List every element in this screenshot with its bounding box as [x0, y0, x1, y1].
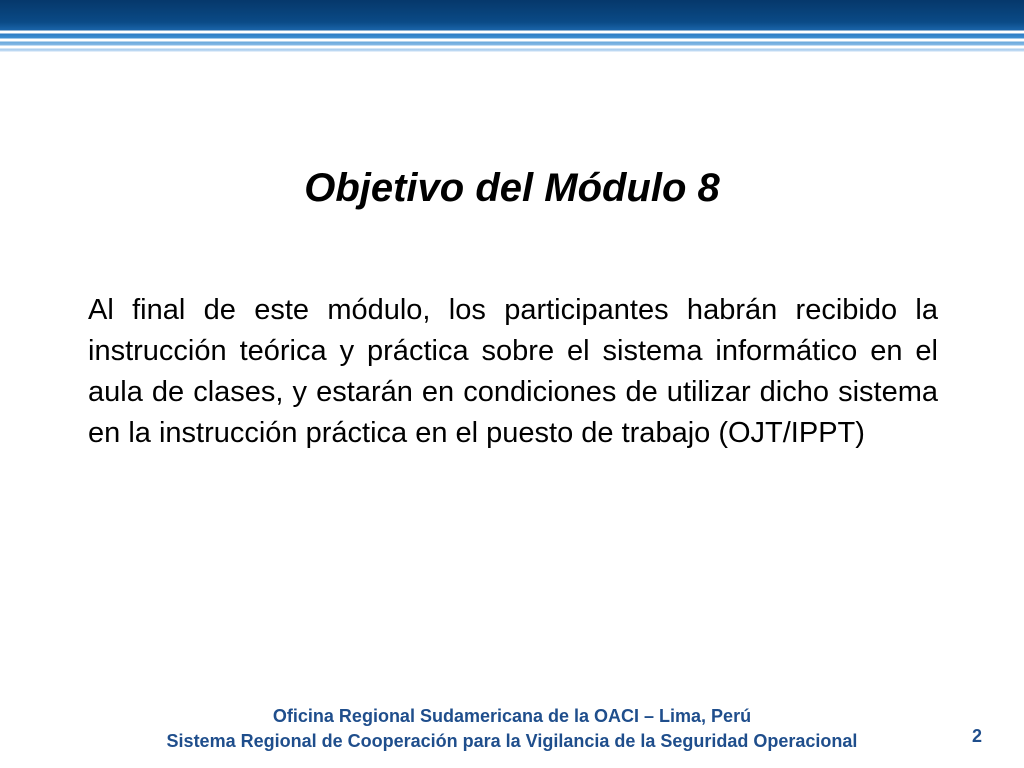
footer-program: Sistema Regional de Cooperación para la Vigilancia de la Seguridad Operacional [166, 731, 858, 751]
header-band [0, 0, 1024, 56]
footer [0, 704, 1024, 754]
slide-body-text: Al final de este módulo, los participantes habrán recibido la instrucción teórica y práctica sobre el sistema informático en el aula de clases, y estarán en condiciones de utilizar dicho sistema en la instrucción práctica en el puesto de trabajo (OJT/IPPT) [88, 294, 938, 449]
slide-title: Objetivo del Módulo 8 [304, 166, 720, 210]
footer-organization: Oficina Regional Sudamericana de la OACI – Lima, Perú [272, 706, 752, 726]
page-number: 2 [971, 726, 982, 746]
